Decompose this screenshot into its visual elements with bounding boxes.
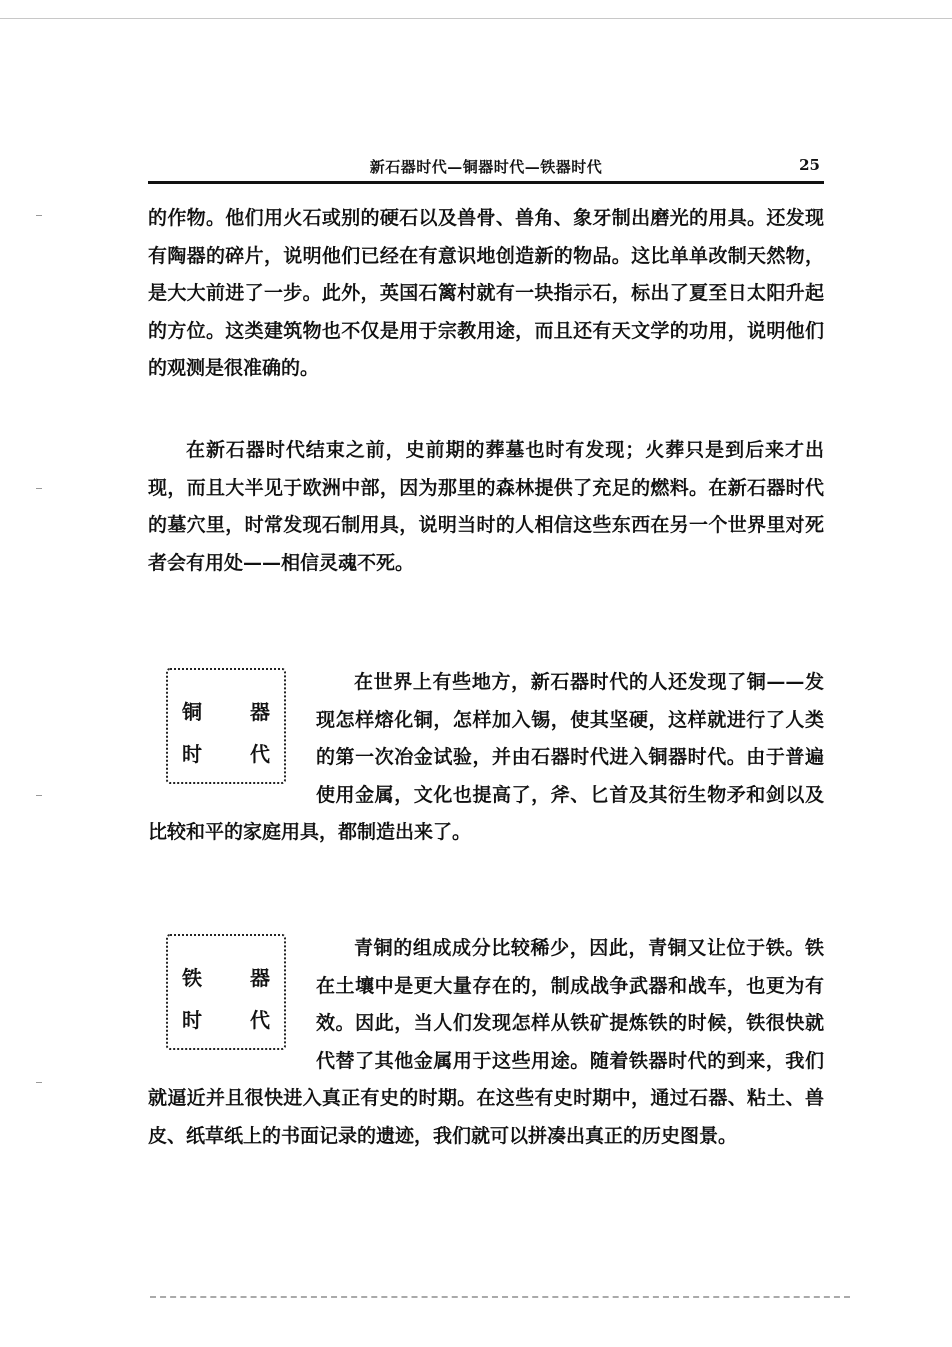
side-heading-char: 铜 — [182, 700, 202, 724]
running-header — [148, 152, 824, 184]
side-heading-char: 代 — [250, 742, 270, 766]
side-heading-char: 时 — [182, 742, 202, 766]
scan-margin-mark — [36, 215, 42, 216]
header-rule — [148, 181, 824, 184]
scan-margin-mark — [36, 1082, 42, 1083]
section-iron-age — [148, 930, 824, 1155]
side-heading-char: 代 — [250, 1008, 270, 1032]
side-heading-box — [166, 934, 286, 1050]
scan-margin-mark — [36, 795, 42, 796]
side-heading-char: 时 — [182, 1008, 202, 1032]
section-bronze-age — [148, 664, 824, 852]
section-text: 青铜的组成成分比较稀少，因此，青铜又让位于铁。铁在土壤中是更大量存在的，制成战争武器和战车，也更为有效。因此，当人们发现怎样从铁矿提炼铁的时候，铁很快就代替了其他金属用于这些用途。随着铁器时代的到来，我们就逼近并且很快进入真正有史的时期。在这些有史时期中，通过石器、粘土、兽皮、纸草纸上的书面记录的遗迹，我们就可以拼凑出真正的历史图景。 — [148, 937, 824, 1147]
scan-top-edge — [0, 18, 952, 19]
scan-margin-mark — [36, 488, 42, 489]
header-title: 新石器时代—铜器时代—铁器时代 — [369, 158, 603, 176]
side-heading-box — [166, 668, 286, 784]
scan-bottom-edge — [150, 1296, 850, 1298]
side-heading-char: 铁 — [182, 966, 202, 990]
side-heading-char: 器 — [250, 700, 270, 724]
section-text: 在世界上有些地方，新石器时代的人还发现了铜——发现怎样熔化铜，怎样加入锡，使其坚硬，这样就进行了人类的第一次冶金试验，并由石器时代进入铜器时代。由于普遍使用金属，文化也提高了，斧、匕首及其衍生物矛和剑以及比较和平的家庭用具，都制造出来了。 — [148, 671, 824, 843]
page-number: 25 — [799, 156, 820, 174]
paragraph-continuation: 的作物。他们用火石或别的硬石以及兽骨、兽角、象牙制出磨光的用具。还发现有陶器的碎片，说明他们已经在有意识地创造新的物品。这比单单改制天然物，是大大前进了一步。此外，英国石篱村就有一块指示石，标出了夏至日太阳升起的方位。这类建筑物也不仅是用于宗教用途，而且还有天文学的功用，说明他们的观测是很准确的。 — [148, 207, 824, 379]
paragraph-burials: 在新石器时代结束之前，史前期的葬墓也时有发现；火葬只是到后来才出现，而且大半见于欧洲中部，因为那里的森林提供了充足的燃料。在新石器时代的墓穴里，时常发现石制用具，说明当时的人相信这些东西在另一个世界里对死者会有用处——相信灵魂不死。 — [148, 439, 824, 574]
side-heading-char: 器 — [250, 966, 270, 990]
